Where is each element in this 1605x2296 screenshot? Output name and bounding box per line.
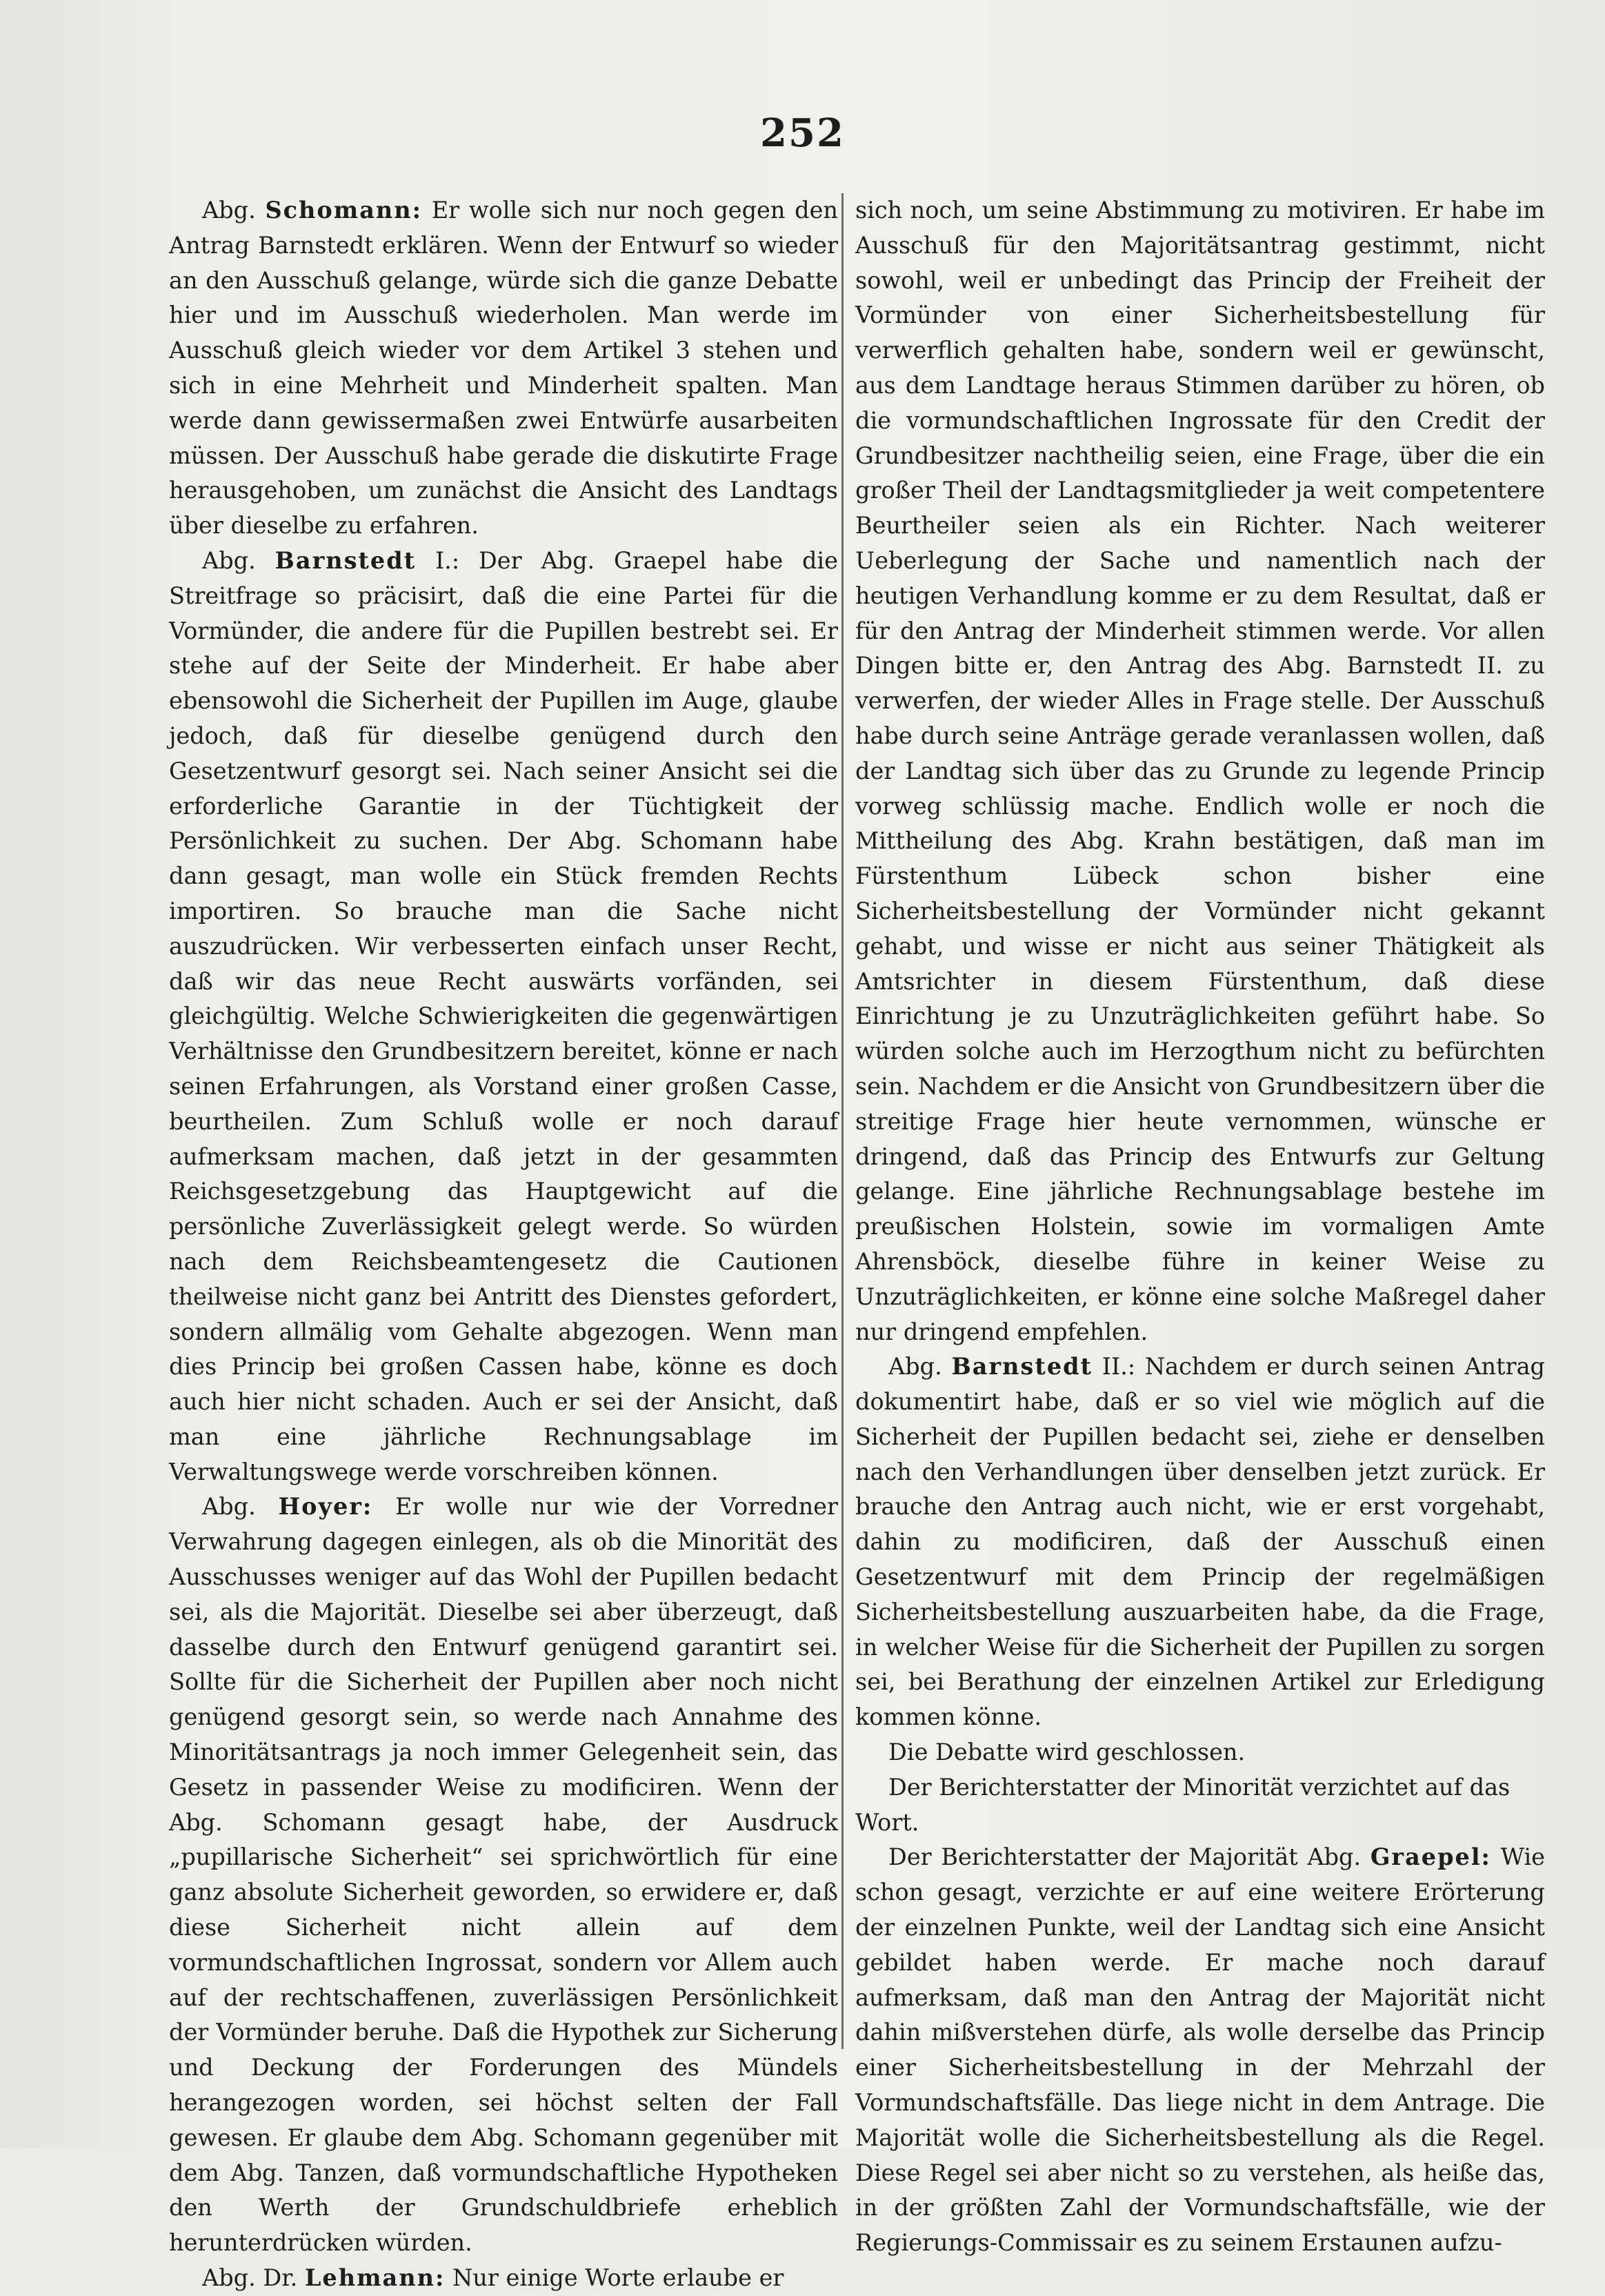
right-column	[855, 193, 1545, 2261]
speaker-name: Graepel:	[1370, 1843, 1491, 1871]
paragraph-lehmann	[169, 2261, 838, 2296]
speaker-prefix: Abg.	[202, 197, 266, 224]
paragraph-lehmann-continued	[855, 193, 1545, 1349]
paragraph-text: sich noch, um seine Abstimmung zu motiviren. Er habe im Ausschuß für den Majoritätsantrag gestimmt, nicht sowohl, weil er unbedingt das Princip der Freiheit der Vormünder von einer Sicherheitsbestellung für verwerflich gehalten habe, sondern weil er gewünscht, aus dem Landtage heraus Stimmen darüber zu hören, ob die vormundschaftlichen Ingrossate für den Credit der Grundbesitzer nachtheilig seien, eine Frage, über die ein großer Theil der Landtagsmitglieder ja weit competentere Beurtheiler seien als ein Richter. Nach weiterer Ueberlegung der Sache und namentlich nach der heutigen Verhandlung komme er zu dem Resultat, daß er für den Antrag der Minderheit stimmen werde. Vor allen Dingen bitte er, den Antrag des Abg. Barnstedt II. zu verwerfen, der wieder Alles in Frage stelle. Der Ausschuß habe durch seine Anträge gerade veranlassen wollen, daß der Landtag sich über das zu Grunde zu legende Princip vorweg schlüssig mache. Endlich wolle er noch die Mittheilung des Abg. Krahn bestätigen, daß man im Fürstenthum Lübeck schon bisher eine Sicherheitsbestellung der Vormünder nicht gekannt gehabt, und wisse er nicht aus seiner Thätigkeit als Amtsrichter in diesem Fürstenthum, daß diese Einrichtung je zu Unzuträglichkeiten geführt habe. So würden solche auch im Herzogthum nicht zu befürchten sein. Nachdem er die Ansicht von Grundbesitzern über die streitige Frage hier heute vernommen, wünsche er dringend, daß das Princip des Entwurfs zur Geltung gelange. Eine jährliche Rechnungsablage bestehe im preußischen Holstein, sowie im vormaligen Amte Ahrensböck, dieselbe führe in keiner Weise zu Unzuträglichkeiten, er könne eine solche Maßregel daher nur dringend empfehlen.	[855, 197, 1545, 1345]
paragraph-hoyer	[169, 1490, 838, 2261]
paragraph-text: Die Debatte wird geschlossen.	[888, 1739, 1246, 1766]
speaker-prefix: Abg.	[202, 546, 275, 574]
speaker-prefix: Der Berichterstatter der Majorität Abg.	[888, 1843, 1370, 1871]
paragraph-debate-closed	[855, 1735, 1545, 1770]
paragraph-text: Er wolle sich nur noch gegen den Antrag Barnstedt erklären. Wenn der Entwurf so wieder an den Ausschuß gelange, würde sich die ganze Debatte hier und im Ausschuß wiederholen. Man werde im Ausschuß gleich wieder vor dem Artikel 3 stehen und sich in eine Mehrheit und Minderheit spalten. Man werde dann gewissermaßen zwei Entwürfe ausarbeiten müssen. Der Ausschuß habe gerade die diskutirte Frage herausgehoben, um zunächst die Ansicht des Landtags über dieselbe zu erfahren.	[169, 197, 838, 540]
paragraph-barnstedt-1	[169, 544, 838, 1490]
paragraph-text: Er wolle nur wie der Vorredner Verwahrung dagegen einlegen, als ob die Minorität des Ausschusses weniger auf das Wohl der Pupillen bedacht sei, als die Majorität. Dieselbe sei aber überzeugt, daß dasselbe durch den Entwurf genügend garantirt sei. Sollte für die Sicherheit der Pupillen aber noch nicht genügend gesorgt sein, so werde nach Annahme des Minoritätsantrags ja noch immer Gelegenheit sein, das Gesetz in passender Weise zu modificiren. Wenn der Abg. Schomann gesagt habe, der Ausdruck „pupillarische Sicherheit“ sei sprichwörtlich für eine ganz absolute Sicherheit geworden, so erwidere er, daß diese Sicherheit nicht allein auf dem vormundschaftlichen Ingrossat, sondern vor Allem auch auf der rechtschaffenen, zuverlässigen Persönlichkeit der Vormünder beruhe. Daß die Hypothek zur Sicherung und Deckung der Forderungen des Mündels herangezogen worden, sei höchst selten der Fall gewesen. Er glaube dem Abg. Schomann gegenüber mit dem Abg. Tanzen, daß vormundschaftliche Hypotheken den Werth der Grundschuldbriefe erheblich herunterdrücken würden.	[169, 1493, 838, 2257]
paragraph-text: Wie schon gesagt, verzichte er auf eine weitere Erörterung der einzelnen Punkte, weil der Landtag sich eine Ansicht gebildet haben werde. Er mache noch darauf aufmerksam, daß man den Antrag der Majorität nicht dahin mißverstehen dürfe, als wolle derselbe das Princip einer Sicherheitsbestellung in der Mehrzahl der Vormundschaftsfälle. Das liege nicht in dem Antrage. Die Majorität wolle die Sicherheitsbestellung als die Regel. Diese Regel sei aber nicht so zu verstehen, als heiße das, in der größten Zahl der Vormundschaftsfälle, wie der Regierungs-Commissair es zu seinem Erstaunen aufzu-	[855, 1843, 1545, 2257]
speaker-name: Lehmann:	[304, 2264, 446, 2292]
speaker-prefix: Abg. Dr.	[202, 2264, 305, 2292]
paragraph-graepel	[855, 1840, 1545, 2261]
page-number: 252	[760, 110, 845, 156]
speaker-name: Barnstedt	[275, 546, 417, 574]
paragraph-barnstedt-2	[855, 1349, 1545, 1735]
paragraph-text: I.: Der Abg. Graepel habe die Streitfrage so präcisirt, daß die eine Partei für die Vormünder, die andere für die Pupillen bestrebt sei. Er stehe auf der Seite der Minderheit. Er habe aber ebensowohl die Sicherheit der Pupillen im Auge, glaube jedoch, daß für dieselbe genügend durch den Gesetzentwurf gesorgt sei. Nach seiner Ansicht sei die erforderliche Garantie in der Tüchtigkeit der Persönlichkeit zu suchen. Der Abg. Schomann habe dann gesagt, man wolle ein Stück fremden Rechts importiren. So brauche man die Sache nicht auszudrücken. Wir verbesserten einfach unser Recht, daß wir das neue Recht auswärts vorfänden, sei gleichgültig. Welche Schwierigkeiten die gegenwärtigen Verhältnisse den Grundbesitzern bereitet, könne er nach seinen Erfahrungen, als Vorstand einer großen Casse, beurtheilen. Zum Schluß wolle er noch darauf aufmerksam machen, daß jetzt in der gesammten Reichsgesetzgebung das Hauptgewicht auf die persönliche Zuverlässigkeit gelegt werde. So würden nach dem Reichsbeamtengesetz die Cautionen theilweise nicht ganz bei Antritt des Dienstes gefordert, sondern allmälig vom Gehalte abgezogen. Wenn man dies Princip bei großen Cassen habe, könne es doch auch hier nicht schaden. Auch er sei der Ansicht, daß man eine jährliche Rechnungsablage im Verwaltungswege werde vorschreiben können.	[169, 546, 838, 1485]
column-divider	[841, 193, 844, 2049]
speaker-name: Hoyer:	[278, 1493, 373, 1521]
left-column	[169, 193, 838, 2296]
paragraph-schomann	[169, 193, 838, 544]
paragraph-minority-reporter	[855, 1770, 1545, 1841]
speaker-name: Barnstedt	[951, 1353, 1093, 1380]
paragraph-text: II.: Nachdem er durch seinen Antrag dokumentirt habe, daß er so viel wie möglich auf die Sicherheit der Pupillen bedacht sei, ziehe er denselben nach den Verhandlungen über denselben jetzt zurück. Er brauche den Antrag auch nicht, wie er erst vorgehabt, dahin zu modificiren, daß der Ausschuß einen Gesetzentwurf mit dem Princip der regelmäßigen Sicherheitsbestellung auszuarbeiten habe, da die Frage, in welcher Weise für die Sicherheit der Pupillen zu sorgen sei, bei Berathung der einzelnen Artikel zur Erledigung kommen könne.	[855, 1353, 1545, 1731]
paragraph-text: Der Berichterstatter der Minorität verzichtet auf das Wort.	[855, 1773, 1511, 1836]
speaker-name: Schomann:	[265, 197, 422, 224]
paragraph-text: Nur einige Worte erlaube er	[445, 2264, 784, 2292]
speaker-prefix: Abg.	[888, 1353, 952, 1380]
speaker-prefix: Abg.	[202, 1493, 279, 1521]
